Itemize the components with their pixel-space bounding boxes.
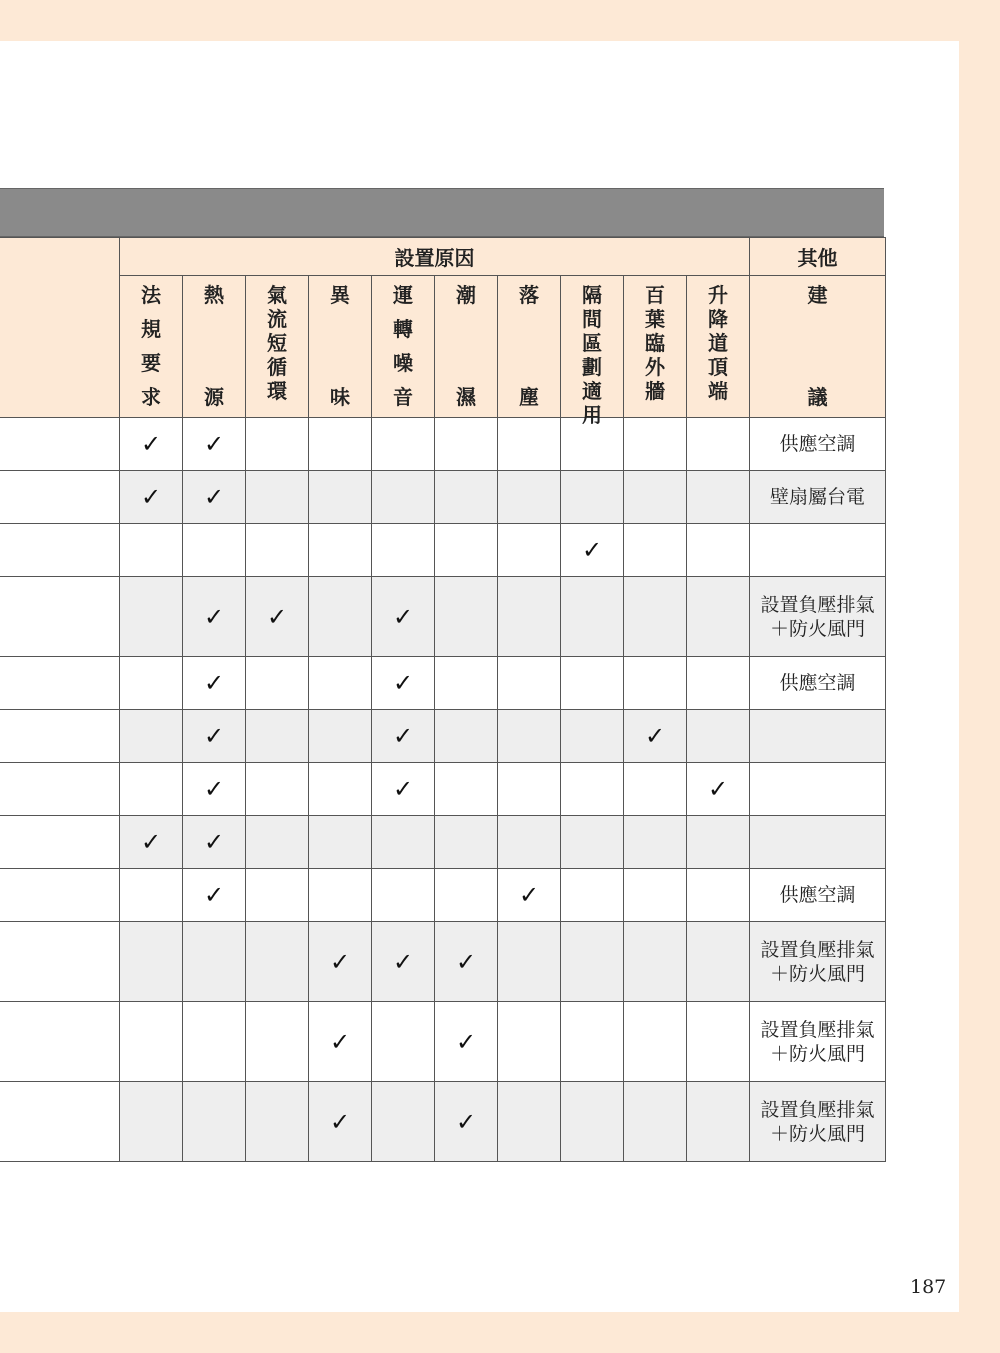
check-cell: [498, 922, 561, 1002]
header-char: 落: [519, 283, 539, 307]
table-row: [0, 710, 886, 763]
note-line: 設置負壓排氣: [760, 1018, 875, 1041]
check-cell: [624, 524, 687, 577]
row-label-cell: [0, 763, 120, 816]
check-cell: [561, 1002, 624, 1082]
check-cell: [372, 869, 435, 922]
note-line: 供應空調: [779, 433, 856, 455]
check-cell: [624, 763, 687, 816]
check-cell: [120, 577, 183, 657]
check-cell: [309, 869, 372, 922]
row-label-cell: [0, 524, 120, 577]
check-cell: [498, 657, 561, 710]
check-cell: [498, 471, 561, 524]
check-cell: [246, 922, 309, 1002]
check-cell: [120, 710, 183, 763]
note-cell: [750, 657, 886, 710]
check-mark-icon: ✓: [455, 947, 477, 976]
check-cell: [309, 922, 372, 1002]
note-line: 設置負壓排氣: [760, 1098, 875, 1121]
row-label-cell: [0, 577, 120, 657]
header-char: 隔: [582, 283, 602, 307]
header-char: 異: [330, 283, 350, 307]
check-cell: [246, 418, 309, 471]
check-cell: [498, 869, 561, 922]
header-char: 運: [393, 283, 413, 307]
check-cell: [498, 418, 561, 471]
check-cell: [561, 710, 624, 763]
check-mark-icon: ✓: [392, 669, 414, 697]
check-cell: [309, 418, 372, 471]
check-cell: [435, 577, 498, 657]
table-row: [0, 577, 886, 657]
header-column-2: [183, 276, 246, 418]
check-cell: [498, 524, 561, 577]
header-char: 議: [807, 385, 828, 409]
check-cell: [183, 657, 246, 710]
check-cell: [120, 471, 183, 524]
check-cell: [372, 922, 435, 1002]
check-cell: [435, 922, 498, 1002]
check-cell: [498, 763, 561, 816]
page-number: 187: [910, 1276, 947, 1298]
header-char: 塵: [519, 385, 539, 409]
check-cell: [120, 657, 183, 710]
check-cell: [309, 471, 372, 524]
check-cell: [498, 1002, 561, 1082]
check-cell: [561, 524, 624, 577]
check-cell: [435, 816, 498, 869]
check-mark-icon: ✓: [203, 722, 225, 750]
note-cell: [750, 922, 886, 1002]
note-line: 設置負壓排氣: [760, 593, 875, 616]
check-cell: [624, 577, 687, 657]
header-char: 間: [582, 307, 602, 331]
check-cell: [561, 577, 624, 657]
header-char: 用: [582, 403, 602, 427]
check-mark-icon: ✓: [455, 1027, 477, 1056]
check-cell: [246, 1082, 309, 1162]
check-cell: [435, 869, 498, 922]
check-cell: [498, 1082, 561, 1162]
header-column-other: [750, 276, 886, 418]
check-cell: [687, 869, 750, 922]
check-mark-icon: ✓: [455, 1107, 477, 1136]
check-cell: [687, 524, 750, 577]
header-blank-cell: [0, 238, 120, 418]
header-char: 建: [807, 283, 828, 307]
row-label-cell: [0, 418, 120, 471]
check-mark-icon: ✓: [644, 722, 666, 750]
header-char: 源: [204, 385, 224, 409]
check-cell: [246, 869, 309, 922]
check-cell: [624, 657, 687, 710]
header-column-1: [120, 276, 183, 418]
check-cell: [372, 524, 435, 577]
table-row: [0, 471, 886, 524]
header-char: 適: [582, 379, 602, 403]
table-row: [0, 657, 886, 710]
header-char: 轉: [393, 317, 413, 341]
check-cell: [561, 1082, 624, 1162]
check-cell: [183, 816, 246, 869]
header-char: 外: [645, 355, 665, 379]
check-cell: [372, 763, 435, 816]
check-cell: [246, 816, 309, 869]
check-cell: [687, 816, 750, 869]
note-cell: [750, 816, 886, 869]
check-mark-icon: ✓: [203, 669, 225, 697]
row-label-cell: [0, 869, 120, 922]
check-cell: [246, 471, 309, 524]
check-cell: [372, 657, 435, 710]
check-cell: [435, 471, 498, 524]
check-cell: [435, 524, 498, 577]
table-row: [0, 763, 886, 816]
header-column-5: [372, 276, 435, 418]
check-cell: [435, 657, 498, 710]
table-row: [0, 922, 886, 1002]
header-column-4: [309, 276, 372, 418]
check-cell: [561, 869, 624, 922]
header-column-10: [687, 276, 750, 418]
check-cell: [624, 710, 687, 763]
check-cell: [120, 763, 183, 816]
header-char: 法: [141, 283, 161, 307]
header-char: 臨: [645, 331, 665, 355]
note-cell: [750, 418, 886, 471]
header-char: 要: [141, 351, 161, 375]
row-label-cell: [0, 657, 120, 710]
check-cell: [309, 710, 372, 763]
header-char: 葉: [645, 307, 665, 331]
header-char: 流: [267, 307, 287, 331]
check-cell: [561, 657, 624, 710]
check-mark-icon: ✓: [140, 828, 162, 856]
check-mark-icon: ✓: [329, 1107, 351, 1136]
check-cell: [435, 763, 498, 816]
header-char: 百: [645, 283, 665, 307]
header-char: 音: [393, 385, 413, 409]
check-cell: [561, 922, 624, 1002]
check-cell: [687, 657, 750, 710]
row-label-cell: [0, 816, 120, 869]
header-char: 牆: [645, 379, 665, 403]
check-cell: [561, 763, 624, 816]
table-row: [0, 1082, 886, 1162]
table-top-bar: [0, 188, 884, 237]
check-mark-icon: ✓: [392, 602, 414, 631]
table-row: [0, 524, 886, 577]
check-cell: [624, 1002, 687, 1082]
check-mark-icon: ✓: [392, 775, 414, 803]
check-cell: [120, 418, 183, 471]
check-cell: [309, 524, 372, 577]
check-cell: [624, 816, 687, 869]
check-cell: [246, 710, 309, 763]
note-line: ＋防火風門: [769, 962, 865, 985]
note-line: ＋防火風門: [769, 617, 865, 640]
check-cell: [183, 1082, 246, 1162]
header-char: 頂: [708, 355, 728, 379]
check-mark-icon: ✓: [392, 722, 414, 750]
header-char: 環: [267, 379, 287, 403]
check-mark-icon: ✓: [140, 430, 162, 458]
note-cell: [750, 710, 886, 763]
check-cell: [372, 1002, 435, 1082]
check-cell: [120, 1082, 183, 1162]
check-cell: [624, 418, 687, 471]
note-cell: [750, 471, 886, 524]
check-cell: [624, 471, 687, 524]
note-line: 供應空調: [779, 884, 856, 906]
check-mark-icon: ✓: [518, 881, 540, 909]
check-cell: [183, 763, 246, 816]
check-cell: [687, 577, 750, 657]
check-cell: [309, 816, 372, 869]
check-cell: [687, 922, 750, 1002]
header-group-reason: 設置原因: [120, 238, 750, 276]
note-cell: [750, 763, 886, 816]
check-cell: [435, 418, 498, 471]
table-row: [0, 1002, 886, 1082]
check-cell: [183, 471, 246, 524]
header-char: 短: [267, 331, 287, 355]
note-line: 設置負壓排氣: [760, 938, 875, 961]
header-column-7: [498, 276, 561, 418]
check-cell: [561, 816, 624, 869]
check-cell: [372, 1082, 435, 1162]
row-label-cell: [0, 922, 120, 1002]
header-char: 升: [708, 283, 728, 307]
check-cell: [183, 577, 246, 657]
check-cell: [372, 418, 435, 471]
check-mark-icon: ✓: [203, 483, 225, 511]
header-char: 區: [582, 331, 602, 355]
note-line: ＋防火風門: [769, 1122, 865, 1145]
check-cell: [624, 922, 687, 1002]
header-column-8: [561, 276, 624, 427]
note-line: 壁扇屬台電: [769, 486, 865, 508]
row-label-cell: [0, 710, 120, 763]
check-cell: [309, 1002, 372, 1082]
table-row: [0, 816, 886, 869]
check-cell: [687, 763, 750, 816]
table-row: [0, 418, 886, 471]
row-label-cell: [0, 1002, 120, 1082]
check-cell: [687, 471, 750, 524]
header-char: 劃: [582, 355, 602, 379]
check-cell: [309, 657, 372, 710]
check-cell: [120, 524, 183, 577]
note-cell: [750, 524, 886, 577]
check-cell: [372, 710, 435, 763]
check-cell: [498, 710, 561, 763]
header-char: 降: [708, 307, 728, 331]
check-cell: [624, 869, 687, 922]
header-char: 端: [708, 379, 728, 403]
table-row: [0, 869, 886, 922]
check-cell: [687, 1002, 750, 1082]
check-mark-icon: ✓: [266, 602, 288, 631]
check-cell: [498, 577, 561, 657]
check-mark-icon: ✓: [581, 536, 603, 564]
check-cell: [309, 1082, 372, 1162]
check-cell: [183, 710, 246, 763]
check-cell: [687, 418, 750, 471]
check-cell: [561, 471, 624, 524]
header-char: 噪: [393, 351, 413, 375]
check-cell: [246, 763, 309, 816]
header-char: 濕: [456, 385, 476, 409]
check-cell: [372, 816, 435, 869]
check-cell: [183, 418, 246, 471]
check-mark-icon: ✓: [203, 828, 225, 856]
check-cell: [687, 710, 750, 763]
check-mark-icon: ✓: [203, 430, 225, 458]
note-cell: [750, 1002, 886, 1082]
check-cell: [624, 1082, 687, 1162]
header-char: 熱: [204, 283, 224, 307]
check-mark-icon: ✓: [140, 483, 162, 511]
check-mark-icon: ✓: [203, 881, 225, 909]
check-cell: [183, 524, 246, 577]
check-mark-icon: ✓: [329, 947, 351, 976]
header-char: 道: [708, 331, 728, 355]
check-cell: [498, 816, 561, 869]
header-char: 氣: [267, 283, 287, 307]
header-column-9: [624, 276, 687, 418]
check-cell: [309, 577, 372, 657]
check-mark-icon: ✓: [392, 947, 414, 976]
check-cell: [372, 471, 435, 524]
note-line: ＋防火風門: [769, 1042, 865, 1065]
header-char: 規: [141, 317, 161, 341]
check-cell: [120, 816, 183, 869]
check-cell: [246, 524, 309, 577]
check-cell: [309, 763, 372, 816]
check-cell: [183, 1002, 246, 1082]
note-cell: [750, 869, 886, 922]
check-cell: [120, 1002, 183, 1082]
check-cell: [246, 1002, 309, 1082]
note-cell: [750, 1082, 886, 1162]
reasons-table: [0, 237, 886, 1162]
check-cell: [687, 1082, 750, 1162]
check-mark-icon: ✓: [203, 775, 225, 803]
check-cell: [183, 869, 246, 922]
check-cell: [435, 1082, 498, 1162]
check-cell: [372, 577, 435, 657]
row-label-cell: [0, 471, 120, 524]
check-cell: [120, 922, 183, 1002]
note-cell: [750, 577, 886, 657]
header-column-3: [246, 276, 309, 418]
check-cell: [435, 1002, 498, 1082]
check-cell: [246, 577, 309, 657]
note-line: 供應空調: [779, 672, 856, 694]
check-cell: [435, 710, 498, 763]
check-mark-icon: ✓: [203, 602, 225, 631]
header-column-6: [435, 276, 498, 418]
check-cell: [120, 869, 183, 922]
header-char: 味: [330, 385, 350, 409]
header-char: 循: [267, 355, 287, 379]
row-label-cell: [0, 1082, 120, 1162]
check-mark-icon: ✓: [707, 775, 729, 803]
check-mark-icon: ✓: [329, 1027, 351, 1056]
header-char: 潮: [456, 283, 476, 307]
header-group-other: 其他: [750, 238, 886, 276]
check-cell: [246, 657, 309, 710]
check-cell: [183, 922, 246, 1002]
header-char: 求: [141, 385, 161, 409]
